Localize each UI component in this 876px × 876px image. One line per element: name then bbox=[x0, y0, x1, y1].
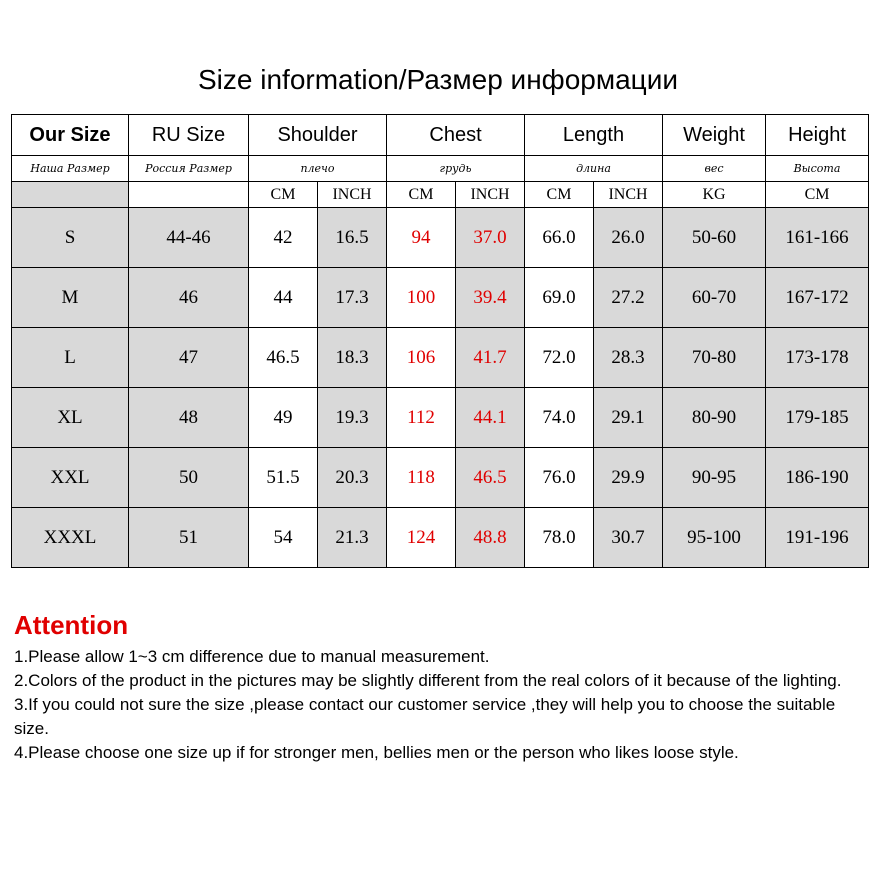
unit-chest-inch: INCH bbox=[456, 182, 525, 208]
cell-chest-inch: 48.8 bbox=[456, 508, 525, 568]
header-our-size: Our Size bbox=[12, 115, 129, 156]
cell-shoulder-cm: 51.5 bbox=[249, 448, 318, 508]
cell-length-inch: 30.7 bbox=[594, 508, 663, 568]
cell-length-cm: 76.0 bbox=[525, 448, 594, 508]
table-row bbox=[12, 448, 869, 508]
cell-chest-inch: 37.0 bbox=[456, 208, 525, 268]
cell-height: 173-178 bbox=[766, 328, 869, 388]
cell-length-cm: 66.0 bbox=[525, 208, 594, 268]
header-ru-weight: вес bbox=[663, 156, 766, 182]
cell-ru-size: 46 bbox=[129, 268, 249, 328]
header-chest: Chest bbox=[387, 115, 525, 156]
cell-length-cm: 72.0 bbox=[525, 328, 594, 388]
header-shoulder: Shoulder bbox=[249, 115, 387, 156]
note-item: 2.Colors of the product in the pictures may be slightly different from the real colors of it because of the lighting. bbox=[14, 671, 842, 690]
note-item: 4.Please choose one size up if for stronger men, bellies men or the person who likes loose style. bbox=[14, 743, 739, 762]
cell-shoulder-inch: 19.3 bbox=[318, 388, 387, 448]
cell-weight: 60-70 bbox=[663, 268, 766, 328]
cell-chest-inch: 44.1 bbox=[456, 388, 525, 448]
units-row bbox=[12, 182, 869, 208]
table-row bbox=[12, 328, 869, 388]
cell-ru-size: 51 bbox=[129, 508, 249, 568]
cell-shoulder-cm: 46.5 bbox=[249, 328, 318, 388]
cell-chest-inch: 46.5 bbox=[456, 448, 525, 508]
cell-chest-cm: 106 bbox=[387, 328, 456, 388]
header-ru-chest: грудь bbox=[387, 156, 525, 182]
cell-length-inch: 29.9 bbox=[594, 448, 663, 508]
cell-shoulder-inch: 20.3 bbox=[318, 448, 387, 508]
cell-length-cm: 78.0 bbox=[525, 508, 594, 568]
unit-height: CM bbox=[766, 182, 869, 208]
cell-height: 186-190 bbox=[766, 448, 869, 508]
cell-length-cm: 74.0 bbox=[525, 388, 594, 448]
table-row bbox=[12, 268, 869, 328]
cell-weight: 80-90 bbox=[663, 388, 766, 448]
unit-length-cm: CM bbox=[525, 182, 594, 208]
header-height: Height bbox=[766, 115, 869, 156]
cell-size: XL bbox=[12, 388, 129, 448]
cell-ru-size: 50 bbox=[129, 448, 249, 508]
unit-weight: KG bbox=[663, 182, 766, 208]
cell-height: 167-172 bbox=[766, 268, 869, 328]
table-row bbox=[12, 388, 869, 448]
header-ru-length: длина bbox=[525, 156, 663, 182]
cell-size: L bbox=[12, 328, 129, 388]
header-ru-ru-size: Россия Размер bbox=[129, 156, 249, 182]
cell-length-inch: 29.1 bbox=[594, 388, 663, 448]
cell-shoulder-cm: 44 bbox=[249, 268, 318, 328]
attention-notes bbox=[14, 645, 864, 765]
cell-ru-size: 48 bbox=[129, 388, 249, 448]
cell-height: 179-185 bbox=[766, 388, 869, 448]
header-weight: Weight bbox=[663, 115, 766, 156]
cell-weight: 90-95 bbox=[663, 448, 766, 508]
note-item: 3.If you could not sure the size ,please contact our customer service ,they will help you to choose the suitable size. bbox=[14, 695, 836, 738]
cell-size: XXL bbox=[12, 448, 129, 508]
cell-chest-cm: 118 bbox=[387, 448, 456, 508]
cell-shoulder-inch: 17.3 bbox=[318, 268, 387, 328]
unit-chest-cm: CM bbox=[387, 182, 456, 208]
cell-weight: 70-80 bbox=[663, 328, 766, 388]
cell-ru-size: 44-46 bbox=[129, 208, 249, 268]
page-title: Size information/Размер информации bbox=[198, 64, 678, 95]
cell-size: M bbox=[12, 268, 129, 328]
header-length: Length bbox=[525, 115, 663, 156]
cell-chest-cm: 124 bbox=[387, 508, 456, 568]
cell-shoulder-inch: 16.5 bbox=[318, 208, 387, 268]
cell-length-cm: 69.0 bbox=[525, 268, 594, 328]
cell-chest-inch: 41.7 bbox=[456, 328, 525, 388]
table-row bbox=[12, 508, 869, 568]
units-blank-cell bbox=[129, 182, 249, 208]
cell-height: 191-196 bbox=[766, 508, 869, 568]
header-ru-shoulder: плечо bbox=[249, 156, 387, 182]
size-table bbox=[11, 114, 869, 568]
cell-length-inch: 27.2 bbox=[594, 268, 663, 328]
cell-chest-cm: 112 bbox=[387, 388, 456, 448]
cell-size: XXXL bbox=[12, 508, 129, 568]
cell-ru-size: 47 bbox=[129, 328, 249, 388]
attention-heading: Attention bbox=[14, 610, 129, 640]
cell-length-inch: 28.3 bbox=[594, 328, 663, 388]
cell-shoulder-cm: 42 bbox=[249, 208, 318, 268]
note-item: 1.Please allow 1~3 cm difference due to manual measurement. bbox=[14, 647, 490, 666]
table-row bbox=[12, 208, 869, 268]
cell-chest-cm: 100 bbox=[387, 268, 456, 328]
unit-shoulder-cm: CM bbox=[249, 182, 318, 208]
header-ru-size: RU Size bbox=[129, 115, 249, 156]
cell-size: S bbox=[12, 208, 129, 268]
cell-shoulder-cm: 54 bbox=[249, 508, 318, 568]
cell-shoulder-cm: 49 bbox=[249, 388, 318, 448]
unit-shoulder-inch: INCH bbox=[318, 182, 387, 208]
header-row-en bbox=[12, 115, 869, 156]
cell-height: 161-166 bbox=[766, 208, 869, 268]
cell-shoulder-inch: 21.3 bbox=[318, 508, 387, 568]
cell-weight: 95-100 bbox=[663, 508, 766, 568]
unit-length-inch: INCH bbox=[594, 182, 663, 208]
cell-length-inch: 26.0 bbox=[594, 208, 663, 268]
cell-chest-inch: 39.4 bbox=[456, 268, 525, 328]
header-ru-height: Высота bbox=[766, 156, 869, 182]
units-blank-cell bbox=[12, 182, 129, 208]
cell-shoulder-inch: 18.3 bbox=[318, 328, 387, 388]
header-row-ru bbox=[12, 156, 869, 182]
header-ru-our-size: Наша Размер bbox=[12, 156, 129, 182]
cell-weight: 50-60 bbox=[663, 208, 766, 268]
cell-chest-cm: 94 bbox=[387, 208, 456, 268]
